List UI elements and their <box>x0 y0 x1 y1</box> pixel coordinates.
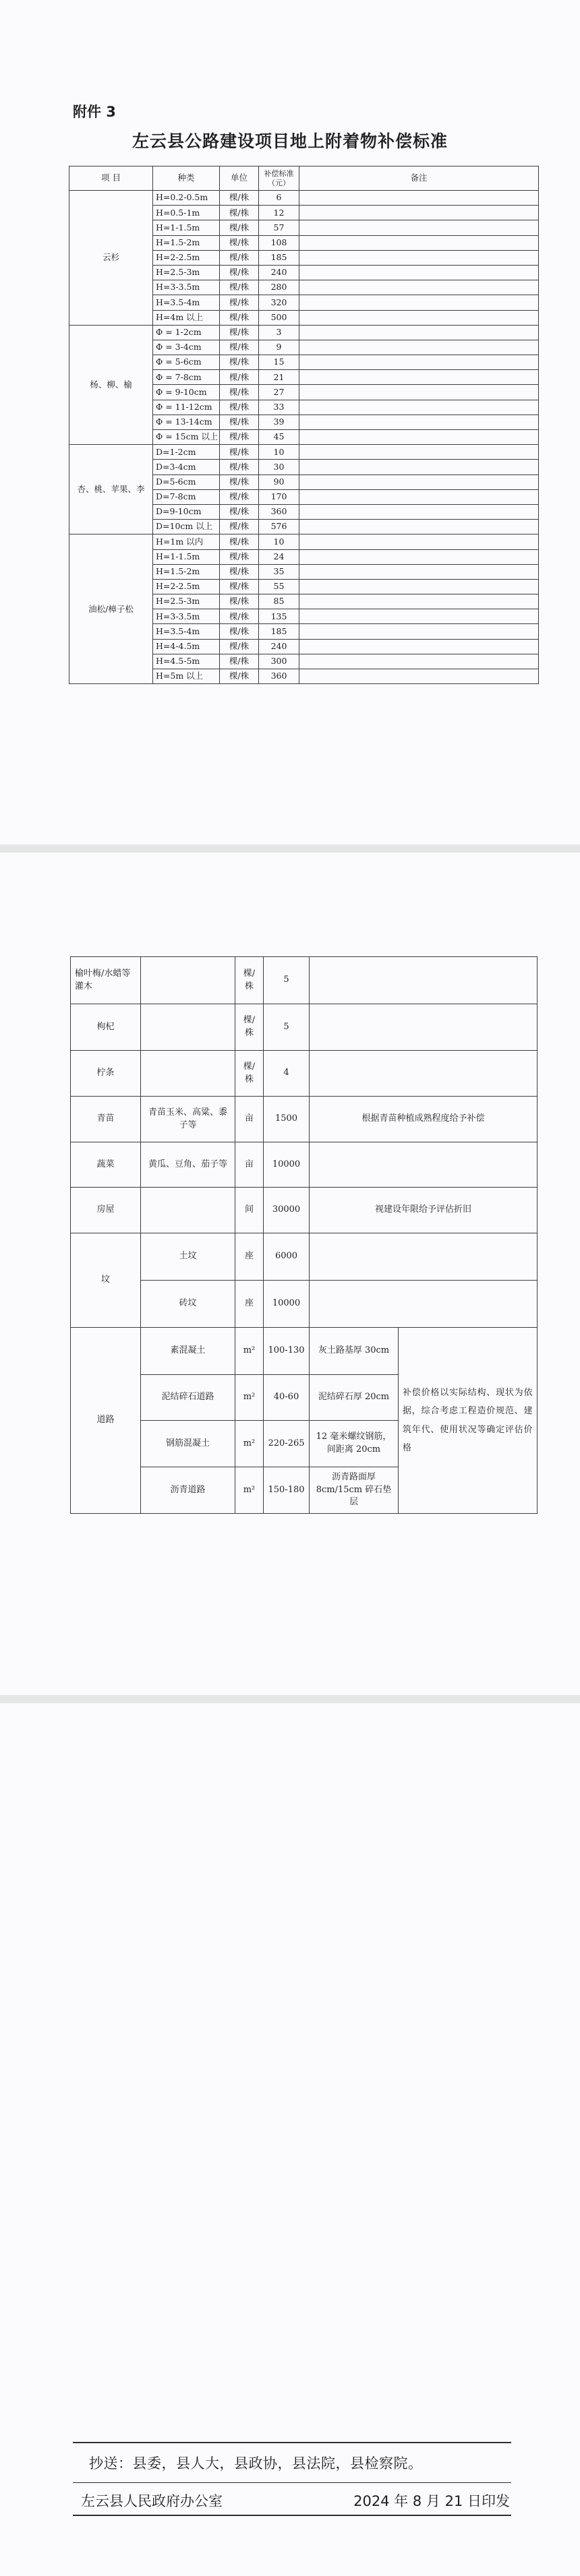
compensation-table-other <box>70 956 538 1514</box>
header-unit: 单位 <box>220 166 259 191</box>
item-cell: 柠条 <box>71 1051 141 1097</box>
unit-cell: 棵/株 <box>220 594 259 609</box>
amount-cell: 90 <box>259 474 299 489</box>
amount-cell: 280 <box>259 280 299 295</box>
road-note-cell: 补偿价格以实际结构、现状为依据，综合考虑工程造价规范、建筑年代、使用状况等确定评估价格 <box>399 1328 538 1514</box>
header-item: 项 目 <box>69 166 153 191</box>
amount-cell: 30 <box>259 460 299 474</box>
unit-cell: 棵/株 <box>220 520 259 534</box>
table-row <box>71 1051 538 1097</box>
unit-cell: 棵/株 <box>235 1051 264 1097</box>
note-cell <box>299 520 539 534</box>
footer-bottom-rule <box>73 2515 511 2516</box>
note-cell <box>299 474 539 489</box>
type-cell: Φ = 9-10cm <box>153 385 220 400</box>
unit-cell: 亩 <box>235 1142 264 1188</box>
note-cell: 根据青苗种植成熟程度给予补偿 <box>310 1097 538 1142</box>
type-cell: D=10cm 以上 <box>153 520 220 534</box>
type-cell <box>141 957 235 1004</box>
item-cell: 榆叶梅/水蜡等灌木 <box>71 957 141 1004</box>
amount-cell: 170 <box>259 489 299 504</box>
footer-middle-rule <box>73 2482 511 2483</box>
amount-cell: 39 <box>259 415 299 429</box>
item-cell: 房屋 <box>71 1188 141 1233</box>
cc-line: 抄送：县委，县人大，县政协，县法院，县检察院。 <box>89 2455 423 2472</box>
amount-cell: 12 <box>259 206 299 220</box>
amount-cell: 10000 <box>264 1142 310 1188</box>
note-cell <box>310 1142 538 1188</box>
note-cell <box>299 639 539 654</box>
type-cell: 黄瓜、豆角、茄子等 <box>141 1142 235 1188</box>
unit-cell: 棵/株 <box>220 445 259 460</box>
unit-cell: 棵/株 <box>220 235 259 250</box>
item-cell: 青苗 <box>71 1097 141 1142</box>
amount-cell: 4 <box>264 1051 310 1097</box>
type-cell: Φ = 1-2cm <box>153 325 220 340</box>
unit-cell: m² <box>235 1421 264 1467</box>
amount-cell: 27 <box>259 385 299 400</box>
unit-cell: m² <box>235 1328 264 1375</box>
table-header-row <box>69 166 539 191</box>
issuing-office: 左云县人民政府办公室 <box>81 2493 223 2509</box>
type-cell: 沥青道路 <box>141 1467 235 1514</box>
amount-cell: 10 <box>259 534 299 549</box>
amount-cell: 1500 <box>264 1097 310 1142</box>
note-cell: 视建设年限给予评估折旧 <box>310 1188 538 1233</box>
type-cell: D=5-6cm <box>153 474 220 489</box>
table-row <box>69 191 539 206</box>
type-cell <box>141 1051 235 1097</box>
type-cell: H=2.5-3m <box>153 265 220 280</box>
type-cell: D=3-4cm <box>153 460 220 474</box>
table-row <box>71 1328 538 1375</box>
type-cell: D=1-2cm <box>153 445 220 460</box>
unit-cell: 棵/株 <box>220 310 259 325</box>
amount-cell: 185 <box>259 624 299 639</box>
type-cell: D=7-8cm <box>153 489 220 504</box>
header-type: 种类 <box>153 166 220 191</box>
compensation-table-trees <box>69 166 539 684</box>
note-cell <box>299 654 539 669</box>
unit-cell: 棵/株 <box>220 220 259 235</box>
header-amount: 补偿标准（元） <box>259 166 299 191</box>
note-cell <box>299 415 539 429</box>
unit-cell: m² <box>235 1467 264 1514</box>
type-cell: Φ = 15cm 以上 <box>153 430 220 445</box>
type-cell: 钢筋混凝土 <box>141 1421 235 1467</box>
type-cell: H=1m 以内 <box>153 534 220 549</box>
unit-cell: 棵/株 <box>220 295 259 310</box>
type-cell: H=2.5-3m <box>153 594 220 609</box>
unit-cell: 棵/株 <box>220 370 259 385</box>
attachment-label: 附件 3 <box>73 104 116 120</box>
table-row <box>71 1281 538 1328</box>
unit-cell: 棵/株 <box>235 1004 264 1051</box>
amount-cell: 24 <box>259 549 299 564</box>
unit-cell: m² <box>235 1375 264 1421</box>
type-cell: H=4.5-5m <box>153 654 220 669</box>
unit-cell: 棵/株 <box>220 534 259 549</box>
amount-cell: 185 <box>259 250 299 265</box>
table-row <box>71 1188 538 1233</box>
unit-cell: 棵/株 <box>220 639 259 654</box>
amount-cell: 9 <box>259 340 299 355</box>
type-cell: H=4-4.5m <box>153 639 220 654</box>
amount-cell: 10000 <box>264 1281 310 1328</box>
category-cell: 油松/樟子松 <box>69 534 153 684</box>
table-row <box>69 534 539 549</box>
type-cell: H=3-3.5m <box>153 609 220 624</box>
amount-cell: 40-60 <box>264 1375 310 1421</box>
amount-cell: 5 <box>264 1004 310 1051</box>
unit-cell: 棵/株 <box>220 191 259 206</box>
type-cell: H=1-1.5m <box>153 220 220 235</box>
unit-cell: 棵/株 <box>220 280 259 295</box>
unit-cell: 座 <box>235 1233 264 1281</box>
table-row <box>71 957 538 1004</box>
amount-cell: 5 <box>264 957 310 1004</box>
table-row <box>71 1233 538 1281</box>
type-cell: H=3.5-4m <box>153 295 220 310</box>
note-cell <box>299 265 539 280</box>
type-cell: Φ = 7-8cm <box>153 370 220 385</box>
note-cell <box>299 534 539 549</box>
amount-cell: 57 <box>259 220 299 235</box>
type-cell: H=2-2.5m <box>153 250 220 265</box>
amount-cell: 55 <box>259 579 299 594</box>
tree-table-body <box>69 191 539 684</box>
unit-cell: 棵/株 <box>220 624 259 639</box>
document-title: 左云县公路建设项目地上附着物补偿标准 <box>132 131 448 151</box>
unit-cell: 棵/株 <box>220 460 259 474</box>
type-cell: H=1.5-2m <box>153 564 220 579</box>
item-cell: 枸杞 <box>71 1004 141 1051</box>
spec-cell: 泥结碎石厚 20cm <box>310 1375 399 1421</box>
note-cell <box>299 250 539 265</box>
note-cell <box>299 340 539 355</box>
note-cell <box>299 445 539 460</box>
header-note: 备注 <box>299 166 539 191</box>
category-cell: 杨、柳、榆 <box>69 325 153 445</box>
amount-cell: 6 <box>259 191 299 206</box>
note-cell <box>310 1051 538 1097</box>
type-cell: H=2-2.5m <box>153 579 220 594</box>
unit-cell: 棵/株 <box>220 489 259 504</box>
spec-cell: 灰土路基厚 30cm <box>310 1328 399 1375</box>
category-cell: 云杉 <box>69 191 153 326</box>
amount-cell: 33 <box>259 400 299 415</box>
note-cell <box>299 430 539 445</box>
unit-cell: 亩 <box>235 1097 264 1142</box>
note-cell <box>299 669 539 684</box>
note-cell <box>299 609 539 624</box>
amount-cell: 6000 <box>264 1233 310 1281</box>
table-row <box>69 325 539 340</box>
amount-cell: 360 <box>259 504 299 519</box>
note-cell <box>310 1004 538 1051</box>
footer-top-rule <box>73 2442 511 2443</box>
note-cell <box>310 1233 538 1281</box>
type-cell: 砖坟 <box>141 1281 235 1328</box>
unit-cell: 棵/株 <box>220 385 259 400</box>
type-cell: H=3-3.5m <box>153 280 220 295</box>
type-cell: 素混凝土 <box>141 1328 235 1375</box>
note-cell <box>299 579 539 594</box>
note-cell <box>299 295 539 310</box>
unit-cell: 棵/株 <box>220 504 259 519</box>
unit-cell: 棵/株 <box>220 325 259 340</box>
note-cell <box>299 355 539 370</box>
amount-cell: 21 <box>259 370 299 385</box>
note-cell <box>299 624 539 639</box>
unit-cell: 棵/株 <box>220 564 259 579</box>
amount-cell: 30000 <box>264 1188 310 1233</box>
note-cell <box>299 370 539 385</box>
unit-cell: 棵/株 <box>220 250 259 265</box>
note-cell <box>299 594 539 609</box>
spec-cell: 12 毫米螺纹钢筋，间距离 20cm <box>310 1421 399 1467</box>
type-cell <box>141 1188 235 1233</box>
unit-cell: 棵/株 <box>220 609 259 624</box>
amount-cell: 240 <box>259 265 299 280</box>
item-cell: 蔬菜 <box>71 1142 141 1188</box>
amount-cell: 320 <box>259 295 299 310</box>
amount-cell: 576 <box>259 520 299 534</box>
unit-cell: 棵/株 <box>220 579 259 594</box>
unit-cell: 棵/株 <box>220 430 259 445</box>
type-cell: H=4m 以上 <box>153 310 220 325</box>
type-cell: 泥结碎石道路 <box>141 1375 235 1421</box>
note-cell <box>299 220 539 235</box>
unit-cell: 棵/株 <box>220 340 259 355</box>
amount-cell: 240 <box>259 639 299 654</box>
unit-cell: 棵/株 <box>220 415 259 429</box>
spec-cell: 沥青路面厚 8cm/15cm 碎石垫层 <box>310 1467 399 1514</box>
type-cell <box>141 1004 235 1051</box>
note-cell <box>299 400 539 415</box>
type-cell: H=0.5-1m <box>153 206 220 220</box>
unit-cell: 棵/株 <box>220 400 259 415</box>
amount-cell: 150-180 <box>264 1467 310 1514</box>
note-cell <box>299 549 539 564</box>
unit-cell: 棵/株 <box>220 355 259 370</box>
table-row <box>69 445 539 460</box>
amount-cell: 100-130 <box>264 1328 310 1375</box>
item-cell: 道路 <box>71 1328 141 1514</box>
amount-cell: 360 <box>259 669 299 684</box>
amount-cell: 135 <box>259 609 299 624</box>
print-date: 2024 年 8 月 21 日印发 <box>353 2493 510 2509</box>
unit-cell: 棵/株 <box>220 669 259 684</box>
note-cell <box>310 1281 538 1328</box>
unit-cell: 间 <box>235 1188 264 1233</box>
type-cell: Φ = 13-14cm <box>153 415 220 429</box>
type-cell: 青苗玉米、高粱、黍子等 <box>141 1097 235 1142</box>
amount-cell: 85 <box>259 594 299 609</box>
note-cell <box>299 310 539 325</box>
note-cell <box>299 564 539 579</box>
page-3 <box>0 1703 580 2576</box>
type-cell: Φ = 3-4cm <box>153 340 220 355</box>
amount-cell: 300 <box>259 654 299 669</box>
category-cell: 杏、桃、苹果、李 <box>69 445 153 534</box>
unit-cell: 棵/株 <box>220 265 259 280</box>
amount-cell: 15 <box>259 355 299 370</box>
type-cell: H=5m 以上 <box>153 669 220 684</box>
amount-cell: 500 <box>259 310 299 325</box>
type-cell: H=1.5-2m <box>153 235 220 250</box>
note-cell <box>299 280 539 295</box>
table-row <box>71 1142 538 1188</box>
type-cell: H=1-1.5m <box>153 549 220 564</box>
amount-cell: 3 <box>259 325 299 340</box>
type-cell: 土坟 <box>141 1233 235 1281</box>
table-row <box>71 1097 538 1142</box>
amount-cell: 108 <box>259 235 299 250</box>
type-cell: D=9-10cm <box>153 504 220 519</box>
note-cell <box>299 460 539 474</box>
table-row <box>71 1004 538 1051</box>
amount-cell: 220-265 <box>264 1421 310 1467</box>
unit-cell: 棵/株 <box>220 474 259 489</box>
unit-cell: 棵/株 <box>220 549 259 564</box>
unit-cell: 座 <box>235 1281 264 1328</box>
amount-cell: 35 <box>259 564 299 579</box>
note-cell <box>299 235 539 250</box>
type-cell: Φ = 5-6cm <box>153 355 220 370</box>
unit-cell: 棵/株 <box>235 957 264 1004</box>
type-cell: H=3.5-4m <box>153 624 220 639</box>
amount-cell: 45 <box>259 430 299 445</box>
unit-cell: 棵/株 <box>220 206 259 220</box>
unit-cell: 棵/株 <box>220 654 259 669</box>
type-cell: Φ = 11-12cm <box>153 400 220 415</box>
note-cell <box>299 191 539 206</box>
note-cell <box>299 385 539 400</box>
type-cell: H=0.2-0.5m <box>153 191 220 206</box>
note-cell <box>299 325 539 340</box>
note-cell <box>299 206 539 220</box>
amount-cell: 10 <box>259 445 299 460</box>
note-cell <box>310 957 538 1004</box>
note-cell <box>299 504 539 519</box>
note-cell <box>299 489 539 504</box>
item-cell: 坟 <box>71 1233 141 1328</box>
